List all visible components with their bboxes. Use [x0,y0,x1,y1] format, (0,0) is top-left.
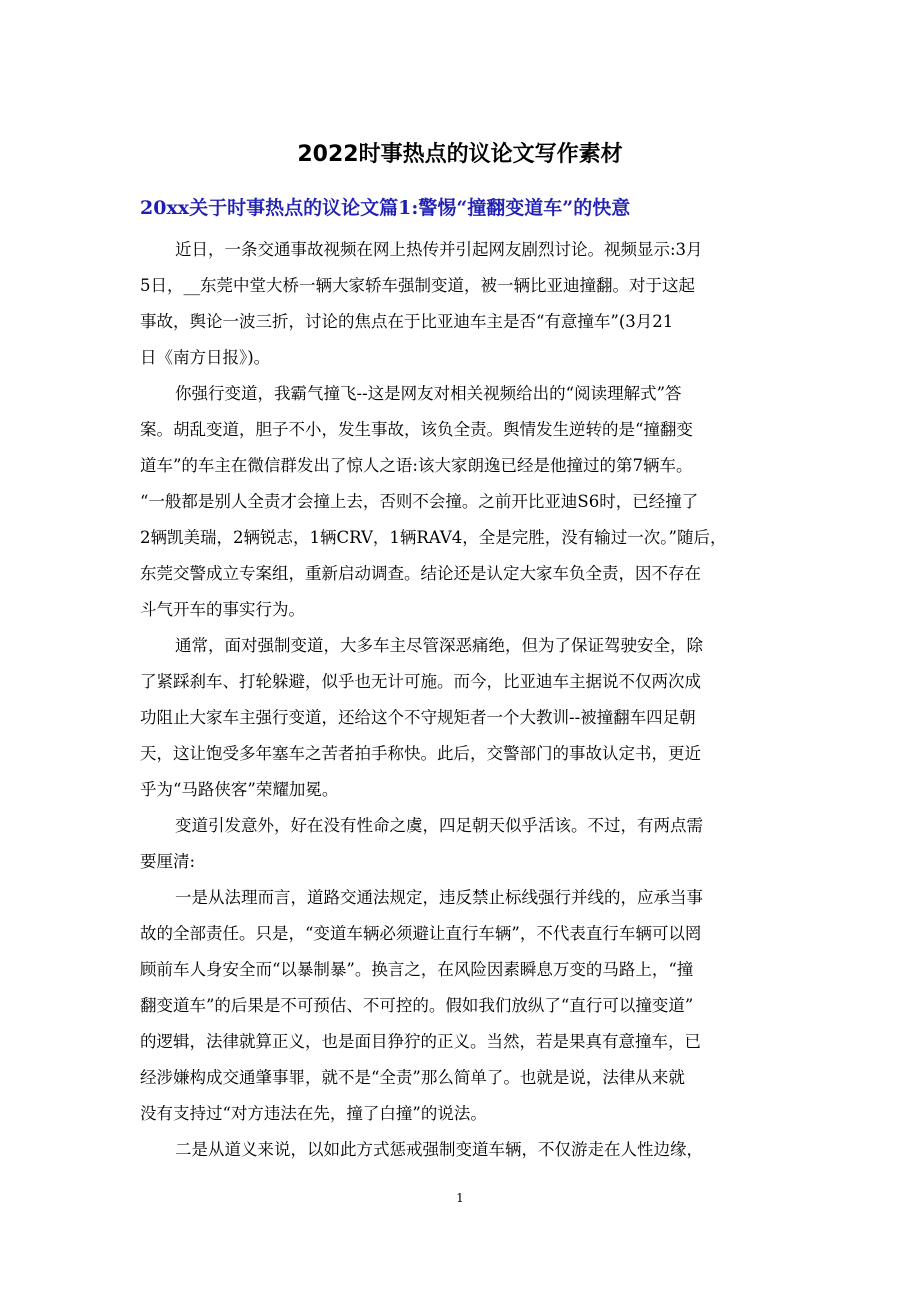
text-line: 一是从法理而言，道路交通法规定，违反禁止标线强行并线的，应承当事 [175,888,703,907]
article-body [140,232,800,1168]
text-line: 道车”的车主在微信群发出了惊人之语:该大家朗逸已经是他撞过的第7辆车。 [140,456,693,475]
text-line: “一般都是别人全责才会撞上去，否则不会撞。之前开比亚迪S6时，已经撞了 [140,492,699,511]
document-title: 2022时事热点的议论文写作素材 [297,142,623,167]
text-line: 通常，面对强制变道，大多车主尽管深恶痛绝，但为了保证驾驶安全，除 [175,636,703,655]
text-line: 日《南方日报》)。 [140,348,271,367]
text-line: 事故，舆论一波三折，讨论的焦点在于比亚迪车主是否“有意撞车”(3月21 [140,312,674,331]
text-line: 没有支持过“对方违法在先，撞了白撞”的说法。 [140,1104,487,1123]
text-line: 二是从道义来说，以如此方式惩戒强制变道车辆，不仅游走在人性边缘， [175,1140,703,1159]
text-line: 要厘清: [140,852,196,871]
text-line: 5日，__东莞中堂大桥一辆大家轿车强制变道，被一辆比亚迪撞翻。对于这起 [140,276,695,295]
text-line: 斗气开车的事实行为。 [140,600,305,619]
text-line: 了紧踩刹车、打轮躲避，似乎也无计可施。而今，比亚迪车主据说不仅两次成 [140,672,701,691]
text-line: 近日，一条交通事故视频在网上热传并引起网友剧烈讨论。视频显示:3月 [175,240,703,259]
text-line: 经涉嫌构成交通肇事罪，就不是“全责”那么简单了。也就是说，法律从来就 [140,1068,685,1087]
text-line: 东莞交警成立专案组，重新启动调查。结论还是认定大家车负全责，因不存在 [140,564,701,583]
article-heading: 20xx关于时事热点的议论文篇1:警惕“撞翻变道车”的快意 [140,197,631,219]
text-line: 翻变道车”的后果是不可预估、不可控的。假如我们放纵了“直行可以撞变道” [140,996,694,1015]
text-line: 变道引发意外，好在没有性命之虞，四足朝天似乎活该。不过，有两点需 [175,816,703,835]
text-line: 案。胡乱变道，胆子不小，发生事故，该负全责。舆情发生逆转的是“撞翻变 [140,420,693,439]
text-line: 功阻止大家车主强行变道，还给这个不守规矩者一个大教训--被撞翻车四足朝 [140,708,696,727]
text-line: 的逻辑，法律就算正义，也是面目狰狞的正义。当然，若是果真有意撞车，已 [140,1032,701,1051]
text-line: 你强行变道，我霸气撞飞--这是网友对相关视频给出的“阅读理解式”答 [175,384,682,403]
text-line: 天，这让饱受多年塞车之苦者拍手称快。此后，交警部门的事故认定书，更近 [140,744,701,763]
text-line: 2辆凯美瑞，2辆锐志，1辆CRV，1辆RAV4，全是完胜，没有输过一次。”随后， [140,528,727,547]
page-number: 1 [456,1191,464,1205]
text-line: 顾前车人身安全而“以暴制暴”。换言之，在风险因素瞬息万变的马路上，“撞 [140,960,694,979]
text-line: 乎为“马路侠客”荣耀加冕。 [140,780,339,799]
text-line: 故的全部责任。只是，“变道车辆必须避让直行车辆”，不代表直行车辆可以罔 [140,924,702,943]
